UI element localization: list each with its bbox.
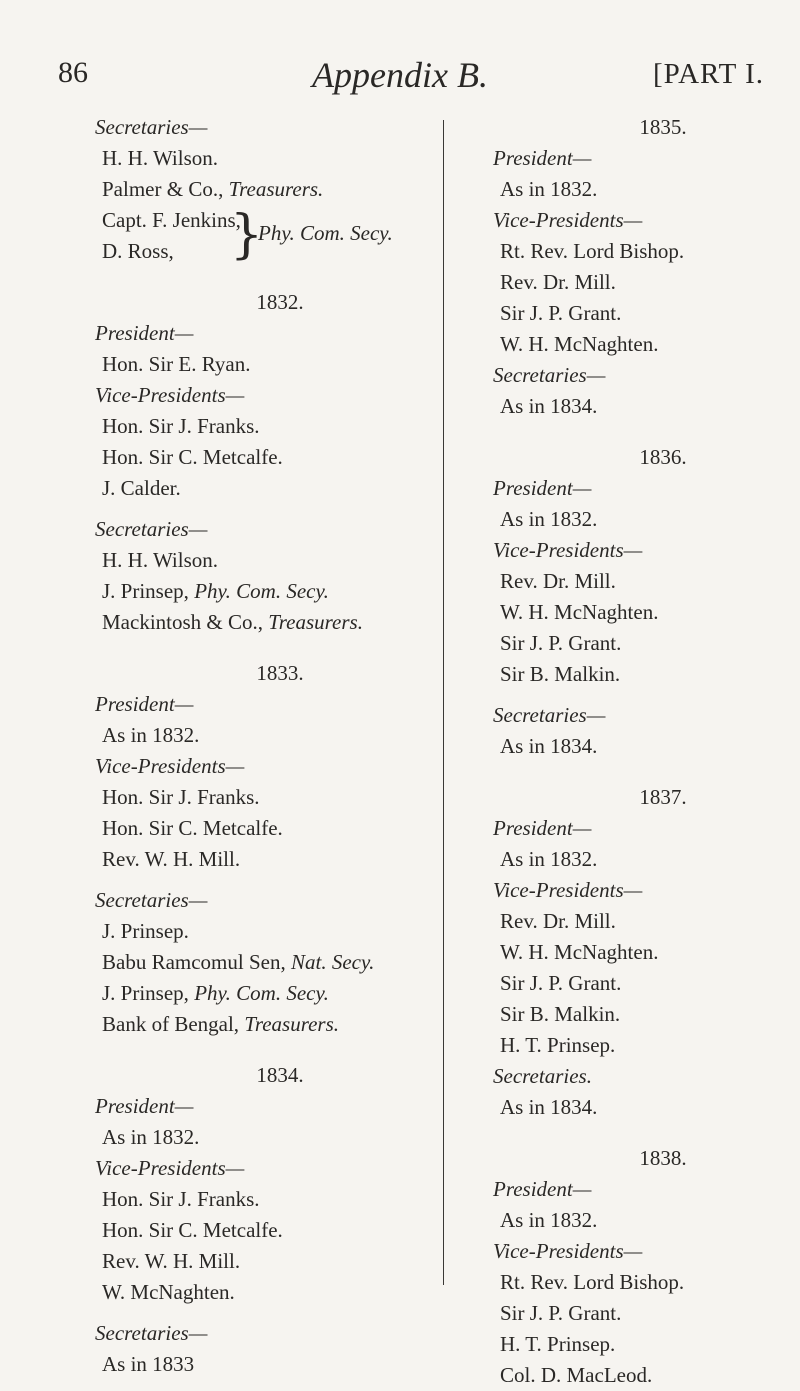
year-heading: 1833.: [256, 661, 304, 685]
officer-line: Sir B. Malkin.: [500, 662, 621, 686]
section-heading: Secretaries—: [493, 703, 606, 727]
officer-line: J. Calder.: [102, 476, 181, 500]
column-divider: [443, 120, 444, 1285]
officer-line: Rt. Rev. Lord Bishop.: [500, 1270, 685, 1294]
officer-line: As in 1834.: [500, 734, 598, 758]
section-heading: President—: [493, 1177, 592, 1201]
brace-icon: }: [230, 205, 264, 265]
officer-line: Palmer & Co., Treasurers.: [102, 177, 324, 201]
officer-line: As in 1833: [102, 1352, 195, 1376]
officer-line: Hon. Sir C. Metcalfe.: [102, 816, 283, 840]
section-heading: Secretaries.: [493, 1064, 592, 1088]
role-label: Phy. Com. Secy.: [258, 221, 393, 245]
officer-line: Sir J. P. Grant.: [500, 631, 622, 655]
officer-line: As in 1832.: [102, 1125, 200, 1149]
officer-line: W. H. McNaghten.: [500, 600, 659, 624]
section-heading: Secretaries—: [95, 1321, 208, 1345]
officer-line: J. Prinsep, Phy. Com. Secy.: [102, 579, 329, 603]
section-heading: Vice-Presidents—: [493, 1239, 643, 1263]
officer-line: J. Prinsep.: [102, 919, 189, 943]
section-heading: Secretaries—: [95, 888, 208, 912]
section-heading: Vice-Presidents—: [95, 1156, 245, 1180]
officer-line: As in 1834.: [500, 394, 598, 418]
officer-line: As in 1832.: [102, 723, 200, 747]
officer-line: D. Ross,: [102, 239, 174, 263]
section-heading: Secretaries—: [95, 517, 208, 541]
joint-secretaries-brace: [95, 205, 425, 267]
officer-line: W. H. McNaghten.: [500, 940, 659, 964]
section-heading: President—: [493, 146, 592, 170]
officer-line: Hon. Sir C. Metcalfe.: [102, 445, 283, 469]
officer-line: Rt. Rev. Lord Bishop.: [500, 239, 685, 263]
year-heading: 1836.: [639, 445, 687, 469]
officer-line: Sir B. Malkin.: [500, 1002, 621, 1026]
running-title: Appendix B.: [312, 55, 488, 95]
officer-line: Col. D. MacLeod.: [500, 1363, 653, 1387]
part-label: [PART I.: [652, 58, 764, 90]
year-heading: 1837.: [639, 785, 687, 809]
officer-line: Hon. Sir C. Metcalfe.: [102, 1218, 283, 1242]
officer-line: As in 1832.: [500, 177, 598, 201]
officer-line: As in 1832.: [500, 507, 598, 531]
section-heading: Vice-Presidents—: [493, 208, 643, 232]
officer-line: Mackintosh & Co., Treasurers.: [102, 610, 363, 634]
section-heading: Secretaries—: [493, 363, 606, 387]
right-column: [493, 112, 793, 1391]
left-column: [95, 112, 425, 1380]
officer-line: W. McNaghten.: [102, 1280, 235, 1304]
officer-line: H. T. Prinsep.: [500, 1033, 616, 1057]
officer-line: Babu Ramcomul Sen, Nat. Secy.: [102, 950, 375, 974]
officer-line: J. Prinsep, Phy. Com. Secy.: [102, 981, 329, 1005]
year-heading: 1834.: [256, 1063, 304, 1087]
officer-line: Rev. Dr. Mill.: [500, 909, 616, 933]
year-heading: 1838.: [639, 1146, 687, 1170]
officer-line: Hon. Sir J. Franks.: [102, 414, 260, 438]
section-heading: President—: [95, 321, 194, 345]
officer-line: Sir J. P. Grant.: [500, 301, 622, 325]
officer-line: Rev. W. H. Mill.: [102, 847, 241, 871]
year-heading: 1832.: [256, 290, 304, 314]
officer-line: W. H. McNaghten.: [500, 332, 659, 356]
section-heading: President—: [493, 816, 592, 840]
officer-line: Hon. Sir J. Franks.: [102, 1187, 260, 1211]
officer-line: Sir J. P. Grant.: [500, 971, 622, 995]
section-heading: Vice-Presidents—: [493, 878, 643, 902]
officer-line: As in 1834.: [500, 1095, 598, 1119]
section-heading: President—: [95, 692, 194, 716]
section-heading: Vice-Presidents—: [95, 383, 245, 407]
officer-line: As in 1832.: [500, 847, 598, 871]
officer-line: Sir J. P. Grant.: [500, 1301, 622, 1325]
officer-line: Rev. W. H. Mill.: [102, 1249, 241, 1273]
section-heading: Vice-Presidents—: [95, 754, 245, 778]
officer-line: Bank of Bengal, Treasurers.: [102, 1012, 340, 1036]
officer-line: H. H. Wilson.: [102, 548, 219, 572]
section-heading: Secretaries—: [95, 115, 208, 139]
section-heading: President—: [95, 1094, 194, 1118]
officer-line: Rev. Dr. Mill.: [500, 569, 616, 593]
officer-line: As in 1832.: [500, 1208, 598, 1232]
officer-line: Hon. Sir E. Ryan.: [102, 352, 251, 376]
officer-line: H. H. Wilson.: [102, 146, 219, 170]
officer-line: Hon. Sir J. Franks.: [102, 785, 260, 809]
page-number: 86: [58, 56, 88, 89]
section-heading: Vice-Presidents—: [493, 538, 643, 562]
officer-line: Capt. F. Jenkins,: [102, 208, 241, 232]
officer-line: Rev. Dr. Mill.: [500, 270, 616, 294]
page-header: [0, 48, 800, 108]
section-heading: President—: [493, 476, 592, 500]
officer-line: H. T. Prinsep.: [500, 1332, 616, 1356]
year-heading: 1835.: [639, 115, 687, 139]
